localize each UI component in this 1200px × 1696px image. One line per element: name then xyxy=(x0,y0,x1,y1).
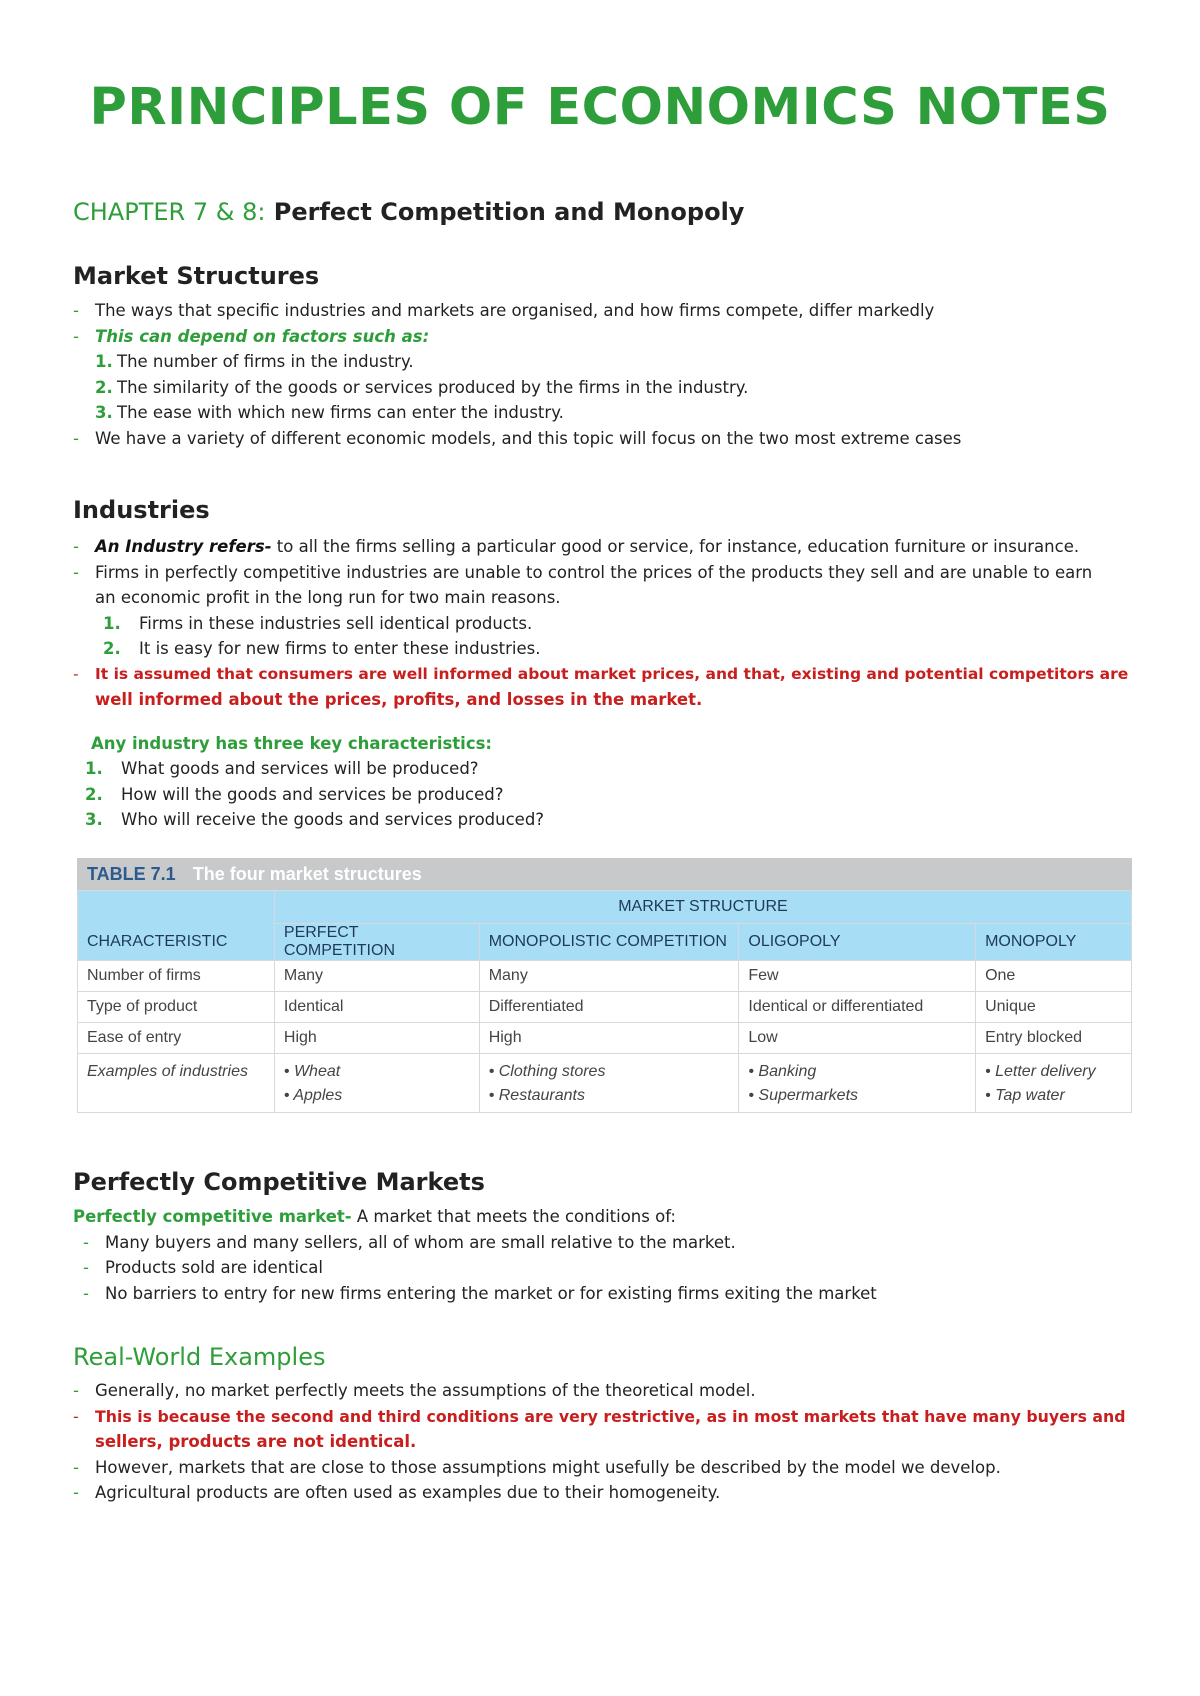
table-cell: Type of product xyxy=(78,992,275,1023)
market-structures-body xyxy=(73,298,1140,451)
list-item: - Generally, no market perfectly meets the assumptions of the theoretical model. xyxy=(73,1381,756,1400)
list-item: 2. It is easy for new firms to enter these industries. xyxy=(103,639,541,658)
list-item: - This is because the second and third conditions are very restrictive, as in most markets that have many buyers and xyxy=(73,1406,1126,1426)
table-row xyxy=(78,961,1132,992)
table-header-cell: MONOPOLISTIC COMPETITION xyxy=(479,924,739,961)
table-row xyxy=(78,992,1132,1023)
table-cell: Few xyxy=(739,961,976,992)
list-item: - It is assumed that consumers are well informed about market prices, and that, existing and potential competitors are xyxy=(73,664,1129,683)
table-header-cell: PERFECT COMPETITION xyxy=(274,924,479,961)
table-header-cell: OLIGOPOLY xyxy=(739,924,976,961)
table-cell: Examples of industries xyxy=(78,1054,275,1113)
market-structures-table xyxy=(77,858,1132,1113)
list-item: - An Industry refers- to all the firms selling a particular good or service, for instance, education furniture or insurance. xyxy=(73,537,1080,556)
industries-body xyxy=(73,534,1140,833)
table-cell: • Wheat • Apples xyxy=(274,1054,479,1113)
table-cell: Identical or differentiated xyxy=(739,992,976,1023)
list-item: 3. Who will receive the goods and services produced? xyxy=(85,810,545,829)
table-cell: High xyxy=(274,1023,479,1054)
table-cell: • Clothing stores • Restaurants xyxy=(479,1054,739,1113)
list-item: 3. The ease with which new firms can enter the industry. xyxy=(95,403,564,422)
table-cell: Identical xyxy=(274,992,479,1023)
section-perfectly-competitive xyxy=(73,1168,1140,1196)
list-item: 1. The number of firms in the industry. xyxy=(95,352,414,371)
list-item: 2. The similarity of the goods or services produced by the firms in the industry. xyxy=(95,377,749,397)
table-number: TABLE 7.1 xyxy=(87,864,176,884)
table-cell: Ease of entry xyxy=(78,1023,275,1054)
perfectly-competitive-body xyxy=(73,1204,1140,1306)
chapter-name: Perfect Competition and Monopoly xyxy=(273,198,745,226)
table-header-cell: CHARACTERISTIC xyxy=(78,924,275,961)
section-real-world xyxy=(73,1343,1140,1371)
key-characteristics-label: Any industry has three key characteristics: xyxy=(91,733,493,753)
list-item: 2. How will the goods and services be produced? xyxy=(85,784,504,804)
chapter-heading xyxy=(73,198,744,226)
chapter-number: CHAPTER 7 & 8: xyxy=(73,198,266,226)
section-heading: Perfectly Competitive Markets xyxy=(73,1168,485,1196)
list-item: - Many buyers and many sellers, all of whom are small relative to the market. xyxy=(83,1232,736,1252)
list-item: - Firms in perfectly competitive industries are unable to control the prices of the products they sell and are unable to earn xyxy=(73,562,1093,582)
table-cell: One xyxy=(976,961,1132,992)
table-cell: • Letter delivery • Tap water xyxy=(976,1054,1132,1113)
definition: Perfectly competitive market- A market that meets the conditions of: xyxy=(73,1207,676,1226)
section-heading: Industries xyxy=(73,496,210,524)
table-row xyxy=(78,1054,1132,1113)
table-header-cell: MONOPOLY xyxy=(976,924,1132,961)
section-industries xyxy=(73,496,1140,524)
list-item-continuation: an economic profit in the long run for two main reasons. xyxy=(95,588,561,607)
table-cell: • Banking • Supermarkets xyxy=(739,1054,976,1113)
table-cell: Number of firms xyxy=(78,961,275,992)
list-item: 1. Firms in these industries sell identical products. xyxy=(103,613,533,633)
table-cell: Unique xyxy=(976,992,1132,1023)
table-title: The four market structures xyxy=(192,864,422,884)
table-cell: High xyxy=(479,1023,739,1054)
section-market-structures xyxy=(73,262,1140,290)
table-row xyxy=(78,1023,1132,1054)
list-item: - However, markets that are close to those assumptions might usefully be described by the model we develop. xyxy=(73,1457,1001,1477)
table-cell: Entry blocked xyxy=(976,1023,1132,1054)
list-item: - We have a variety of different economic models, and this topic will focus on the two most extreme cases xyxy=(73,428,962,448)
list-item: - This can depend on factors such as: xyxy=(73,326,430,346)
list-item-continuation: sellers, products are not identical. xyxy=(95,1432,417,1451)
list-item-continuation: well informed about the prices, profits, and losses in the market. xyxy=(95,690,703,709)
table-caption xyxy=(77,858,1132,890)
table-cell: Many xyxy=(479,961,739,992)
table-cell: Many xyxy=(274,961,479,992)
list-item: - Agricultural products are often used as examples due to their homogeneity. xyxy=(73,1483,721,1502)
table xyxy=(77,890,1132,1113)
page-title: PRINCIPLES OF ECONOMICS NOTES xyxy=(89,78,1111,137)
table-cell: Low xyxy=(739,1023,976,1054)
table-cell: Differentiated xyxy=(479,992,739,1023)
list-item: 1. What goods and services will be produced? xyxy=(85,759,479,778)
list-item: - No barriers to entry for new firms entering the market or for existing firms exiting the market xyxy=(83,1283,877,1303)
list-item: - The ways that specific industries and markets are organised, and how firms compete, differ markedly xyxy=(73,301,935,320)
list-item: - Products sold are identical xyxy=(83,1258,323,1277)
table-header-cell xyxy=(78,891,275,924)
section-heading: Real-World Examples xyxy=(73,1343,326,1371)
table-group-header: MARKET STRUCTURE xyxy=(274,891,1131,924)
section-heading: Market Structures xyxy=(73,262,320,290)
real-world-body xyxy=(73,1378,1140,1506)
